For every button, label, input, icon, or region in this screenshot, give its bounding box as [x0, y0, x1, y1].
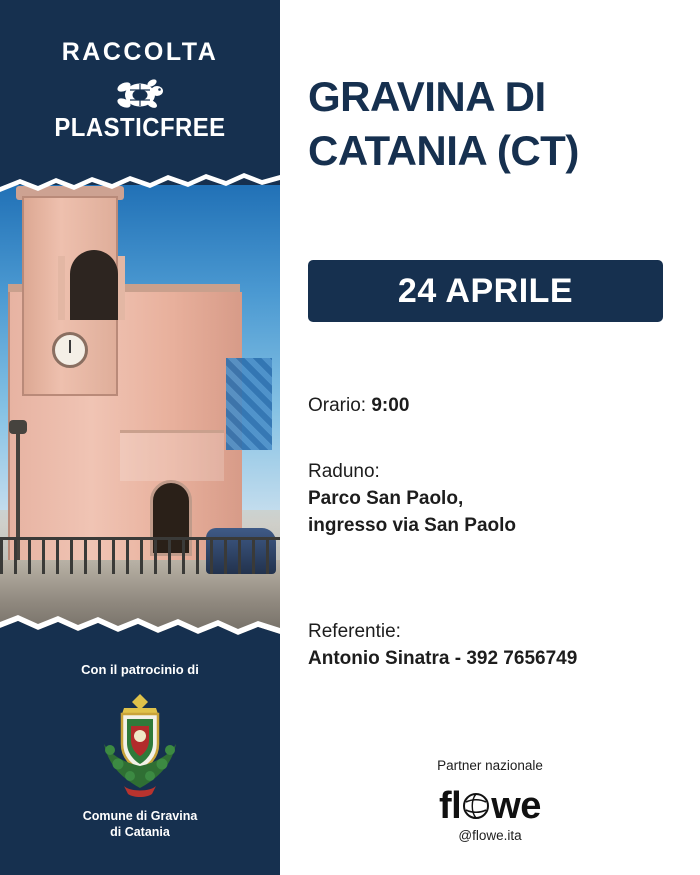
patronage-entity — [0, 808, 280, 840]
flowe-logo-left: fl — [439, 785, 462, 827]
photo-bell-arch — [70, 250, 118, 320]
event-date-text: 24 APRILE — [397, 271, 574, 310]
photo-image — [0, 180, 280, 640]
event-time-label: Orario: — [308, 395, 367, 416]
page-title-line2: CATANIA (CT) — [308, 127, 579, 174]
left-column — [0, 0, 280, 875]
event-meeting-line1: Parco San Paolo, — [308, 488, 464, 509]
patronage-block — [0, 636, 280, 875]
flowe-logo-right: we — [491, 785, 541, 827]
patronage-entity-line2: di Catania — [110, 825, 170, 839]
photo-railing — [0, 537, 280, 574]
flowe-orb-icon — [461, 787, 491, 830]
photo-tower-column-right — [118, 256, 125, 320]
photo-facade-pediment — [120, 430, 224, 481]
photo-tower-column-left — [58, 256, 65, 320]
photo-blue-tiles — [226, 358, 272, 450]
municipal-crest-icon — [0, 688, 280, 800]
event-time-value: 9:00 — [371, 395, 410, 416]
event-photo — [0, 180, 280, 640]
event-contact-value: Antonio Sinatra - 392 7656749 — [308, 648, 578, 669]
torn-edge-top — [0, 168, 280, 194]
photo-clock-icon — [52, 332, 88, 368]
page-title — [308, 70, 688, 178]
torn-edge-bottom — [0, 612, 280, 642]
event-date-badge — [308, 260, 663, 322]
flowe-handle: @flowe.ita — [458, 828, 522, 843]
turtle-icon — [0, 78, 280, 112]
flowe-logo — [280, 785, 700, 828]
event-meeting-label: Raduno: — [308, 461, 380, 482]
page-title-line1: GRAVINA DI — [308, 73, 546, 120]
patronage-entity-line1: Comune di Gravina — [82, 809, 198, 823]
raccolta-label: RACCOLTA — [61, 38, 219, 66]
right-column — [280, 0, 700, 875]
plasticfree-logo-text: PLASTICFREE — [54, 112, 226, 142]
event-contact-label: Referentie: — [308, 621, 401, 642]
event-time-field — [308, 392, 409, 419]
patronage-intro: Con il patrocinio di — [81, 662, 199, 677]
event-contact-field — [308, 618, 577, 672]
brand-header — [0, 0, 280, 185]
event-meeting-field — [308, 458, 516, 539]
partner-label: Partner nazionale — [437, 758, 543, 773]
event-meeting-line2: ingresso via San Paolo — [308, 515, 517, 536]
